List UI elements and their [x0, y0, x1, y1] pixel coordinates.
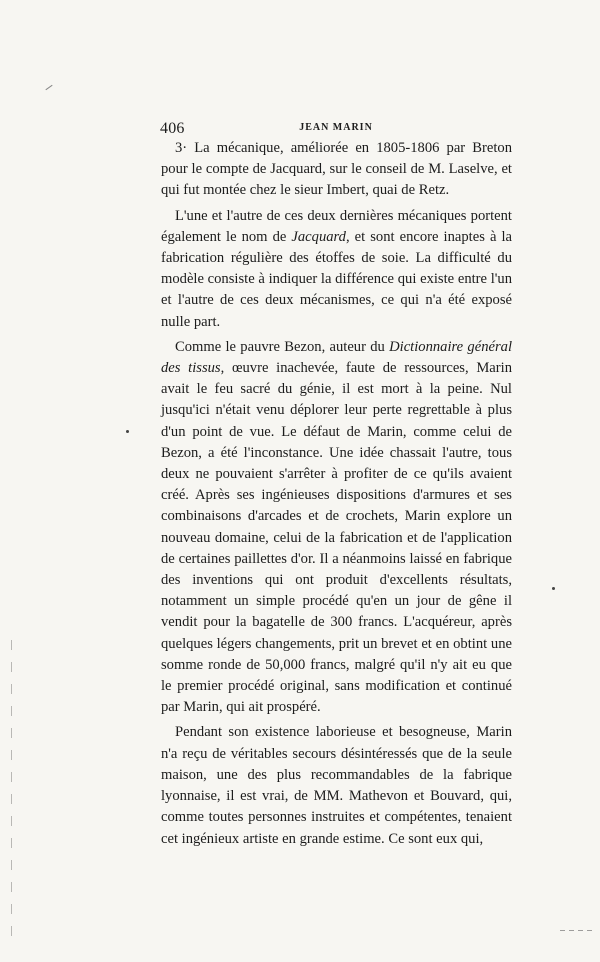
- ink-speck-right: [552, 587, 555, 590]
- paragraph-3: [161, 337, 512, 719]
- bottom-edge-mark: [560, 930, 594, 931]
- paragraph-2-part-1: L'une et l'autre de ces deux dernières mécaniques portent également le nom de: [161, 207, 512, 245]
- paragraph-2-part-2: , et sont encore inaptes à la fabrication régulière des étoffes de soie. La difficulté du modèle consiste à indiquer la différence qui existe entre l'un et l'autre de ces deux mécanismes, ce qui n'a été exposé nulle part.: [161, 228, 512, 330]
- page-header: [160, 120, 512, 140]
- dictionary-title: Dictionnaire général des tissus: [161, 338, 513, 377]
- paragraph-2: [161, 206, 512, 333]
- paragraph-3-part-2: , œuvre inachevée, faute de ressources, Marin avait le feu sacré du génie, il est mort à la peine. Nul jusqu'ici n'était venu déplorer leur perte regrettable à plus d'un point de vue. Le défaut de Marin, comme celui de Bezon, a été l'inconstance. Une idée chassait l'autre, tous deux ne pouvaient s'arrêter à profiter de ce qu'ils avaient créé. Après ses ingénieuses dispositions d'armures et ses combinaisons d'arcades et de crochets, Marin explore un nouveau domaine, celui de la fabrication et de l'application de certaines paillettes d'or. Il a néanmoins laissé en fabrique des inventions qui ont produit d'excellents résultats, notamment un simple procédé qu'en un jour de gêne il vendit pour la bagatelle de 300 francs. L'acquéreur, après quelques légers changements, prit un brevet et en obtint une somme ronde de 50,000 francs, malgré qu'il n'y ait eu que le premier procédé original, sans modification et continué par Marin, qui ait prospéré.: [161, 360, 512, 716]
- body-text: [161, 138, 512, 850]
- paragraph-1: 3· La mécanique, améliorée en 1805-1806 par Breton pour le compte de Jacquard, sur le conseil de M. Laselve, et qui fut montée chez le sieur Imbert, quai de Retz.: [161, 140, 512, 199]
- paragraph-3-part-1: Comme le pauvre Bezon, auteur du: [175, 338, 390, 355]
- ink-speck-left: [126, 430, 129, 433]
- left-edge-shadow: [11, 640, 12, 940]
- running-head: JEAN MARIN: [299, 122, 373, 133]
- paragraph-4: Pendant son existence laborieuse et besogneuse, Marin n'a reçu de véritables secours désintéressés que de la seule maison, une des plus recommandables de la fabrique lyonnaise, il est vrai, de MM. Mathevon et Bouvard, qui, comme toutes personnes instruites et compétentes, tenaient cet ingénieux artiste en grande estime. Ce sont eux qui,: [161, 724, 512, 847]
- pencil-mark: [45, 85, 52, 90]
- page-number: 406: [160, 120, 185, 137]
- jacquard-term: Jacquard: [291, 228, 346, 245]
